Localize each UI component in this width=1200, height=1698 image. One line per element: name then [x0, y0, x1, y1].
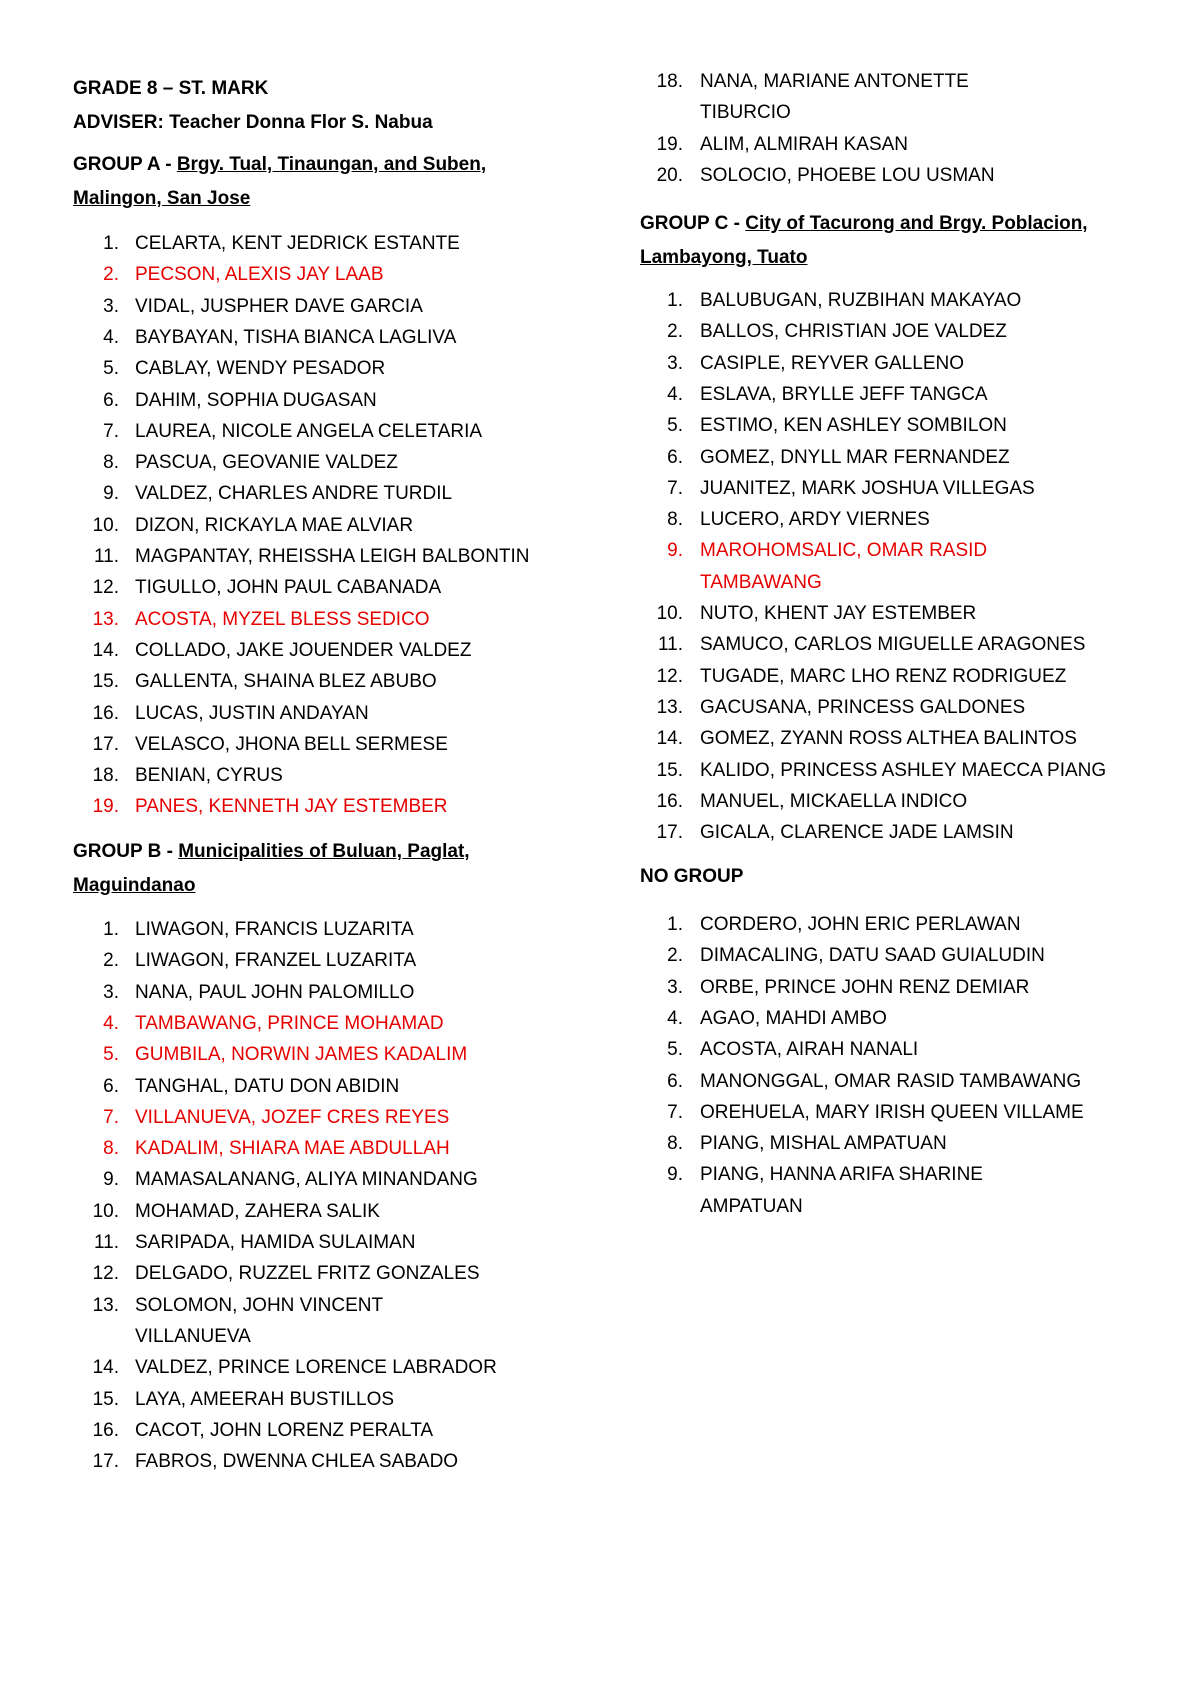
list-item-name: VILLANUEVA, JOZEF CRES REYES: [135, 1106, 450, 1128]
list-item-number: 15.: [92, 671, 119, 693]
list-item-name: MANONGGAL, OMAR RASID TAMBAWANG: [700, 1070, 1082, 1092]
list-item-name: LUCERO, ARDY VIERNES: [700, 509, 930, 531]
list-item-number: 14.: [92, 639, 119, 661]
list-item-number: 10.: [656, 603, 683, 624]
class-title: GRADE 8 – ST. MARK: [73, 78, 269, 99]
list-item-name: GUMBILA, NORWIN JAMES KADALIM: [135, 1044, 468, 1066]
group-c-location-line2: Lambayong, Tuato: [640, 247, 808, 268]
list-item-name: LUCAS, JUSTIN ANDAYAN: [135, 702, 369, 724]
list-item-name: ACOSTA, MYZEL BLESS SEDICO: [135, 608, 430, 630]
list-item-name: KALIDO, PRINCESS ASHLEY MAECCA PIANG: [700, 759, 1107, 781]
list-item-name: VALDEZ, CHARLES ANDRE TURDIL: [135, 483, 453, 505]
group-b-heading: [73, 835, 470, 869]
list-item-name: TIGULLO, JOHN PAUL CABANADA: [135, 577, 442, 599]
list-item-name: PIANG, HANNA ARIFA SHARINE: [700, 1164, 983, 1186]
list-item-number: 6.: [667, 1070, 683, 1092]
list-item-name: TANGHAL, DATU DON ABIDIN: [135, 1075, 400, 1097]
group-c-heading: [640, 207, 1088, 241]
list-item-name-continued: TIBURCIO: [700, 102, 791, 124]
list-item-number: 9.: [103, 483, 119, 505]
list-item-name: ESTIMO, KEN ASHLEY SOMBILON: [700, 415, 1007, 437]
no-group-heading: NO GROUP: [640, 866, 744, 887]
list-item-number: 16.: [656, 790, 683, 812]
list-item-name: NANA, MARIANE ANTONETTE: [700, 71, 969, 92]
list-item-number: 5.: [667, 1039, 683, 1061]
list-item-number: 3.: [103, 981, 119, 1003]
list-item-number: 14.: [656, 728, 683, 750]
list-item-number: 13.: [656, 696, 683, 718]
group-a-heading: [73, 148, 486, 182]
list-item-name: GACUSANA, PRINCESS GALDONES: [700, 696, 1026, 718]
list-item-number: 1.: [667, 914, 683, 935]
list-item-name: JUANITEZ, MARK JOSHUA VILLEGAS: [700, 477, 1035, 499]
list-item-name-continued: TAMBAWANG: [700, 571, 822, 593]
list-item-number: 12.: [656, 665, 683, 687]
list-item-name: CASIPLE, REYVER GALLENO: [700, 352, 964, 374]
list-item-name: LAYA, AMEERAH BUSTILLOS: [135, 1388, 395, 1410]
list-item-name: SOLOCIO, PHOEBE LOU USMAN: [700, 164, 995, 186]
list-item-number: 18.: [656, 71, 683, 92]
list-item-name: KADALIM, SHIARA MAE ABDULLAH: [135, 1138, 450, 1160]
list-item-number: 17.: [656, 822, 683, 844]
list-item-name: OREHUELA, MARY IRISH QUEEN VILLAME: [700, 1101, 1084, 1123]
list-item-name: ESLAVA, BRYLLE JEFF TANGCA: [700, 383, 988, 405]
list-item-number: 9.: [103, 1169, 119, 1191]
list-item-name: DELGADO, RUZZEL FRITZ GONZALES: [135, 1263, 480, 1285]
adviser-line: ADVISER: Teacher Donna Flor S. Nabua: [73, 112, 433, 133]
list-item-number: 12.: [92, 1263, 119, 1285]
list-item-name: SAMUCO, CARLOS MIGUELLE ARAGONES: [700, 634, 1086, 656]
list-item-name: BAYBAYAN, TISHA BIANCA LAGLIVA: [135, 326, 457, 348]
list-item-name: VELASCO, JHONA BELL SERMESE: [135, 733, 448, 755]
list-item-number: 1.: [667, 290, 683, 311]
list-item-number: 2.: [103, 950, 119, 972]
list-item-number: 1.: [103, 919, 119, 940]
list-item-number: 10.: [92, 514, 119, 536]
list-item-name: TAMBAWANG, PRINCE MOHAMAD: [135, 1012, 444, 1034]
list-item-number: 20.: [656, 164, 683, 186]
list-item-name: GOMEZ, DNYLL MAR FERNANDEZ: [700, 446, 1010, 468]
list-item-number: 8.: [667, 509, 683, 531]
list-item-name-continued: AMPATUAN: [700, 1195, 803, 1217]
list-item-name: PIANG, MISHAL AMPATUAN: [700, 1133, 947, 1155]
list-item-name: CELARTA, KENT JEDRICK ESTANTE: [135, 233, 460, 254]
list-item-number: 8.: [667, 1133, 683, 1155]
list-item-name: BALLOS, CHRISTIAN JOE VALDEZ: [700, 321, 1007, 343]
list-item-number: 2.: [103, 264, 119, 286]
list-item-number: 6.: [103, 1075, 119, 1097]
list-item-number: 13.: [92, 1294, 119, 1316]
list-item-name: BALUBUGAN, RUZBIHAN MAKAYAO: [700, 290, 1022, 311]
list-item-name: MAMASALANANG, ALIYA MINANDANG: [135, 1169, 478, 1191]
list-item-name: MOHAMAD, ZAHERA SALIK: [135, 1200, 380, 1222]
list-item-number: 5.: [103, 1044, 119, 1066]
list-item-name: NANA, PAUL JOHN PALOMILLO: [135, 981, 415, 1003]
list-item-number: 7.: [103, 1106, 119, 1128]
list-item-number: 17.: [92, 1451, 119, 1473]
list-item-name: FABROS, DWENNA CHLEA SABADO: [135, 1451, 459, 1473]
list-item-name: BENIAN, CYRUS: [135, 765, 283, 787]
list-item-name: LIWAGON, FRANCIS LUZARITA: [135, 919, 414, 940]
group-a-location-line2: Malingon, San Jose: [73, 188, 251, 209]
list-item-number: 14.: [92, 1357, 119, 1379]
list-item-number: 8.: [103, 452, 119, 474]
list-item-number: 6.: [103, 389, 119, 411]
list-item-number: 10.: [92, 1200, 119, 1222]
list-item-number: 19.: [92, 796, 119, 818]
list-item-name: TUGADE, MARC LHO RENZ RODRIGUEZ: [700, 665, 1067, 687]
list-item-number: 16.: [92, 1419, 119, 1441]
list-item-name: DAHIM, SOPHIA DUGASAN: [135, 389, 377, 411]
list-item-number: 9.: [667, 540, 683, 562]
list-item-number: 13.: [92, 608, 119, 630]
list-item-name: ALIM, ALMIRAH KASAN: [700, 133, 909, 155]
group-b-location-line1: Municipalities of Buluan, Paglat,: [178, 841, 470, 862]
list-item-name: VALDEZ, PRINCE LORENCE LABRADOR: [135, 1357, 497, 1379]
list-item-name-continued: VILLANUEVA: [135, 1325, 251, 1347]
list-item-number: 4.: [667, 1007, 683, 1029]
group-a-location-line1: Brgy. Tual, Tinaungan, and Suben,: [176, 154, 487, 175]
list-item-number: 7.: [667, 477, 683, 499]
list-item-name: MANUEL, MICKAELLA INDICO: [700, 790, 968, 812]
list-item-number: 15.: [92, 1388, 119, 1410]
list-item-name: DIMACALING, DATU SAAD GUIALUDIN: [700, 945, 1045, 967]
list-item-number: 11.: [93, 1232, 119, 1253]
list-item-number: 7.: [667, 1101, 683, 1123]
list-item-number: 3.: [667, 352, 683, 374]
list-item-name: ACOSTA, AIRAH NANALI: [700, 1039, 919, 1061]
group-b-label: GROUP B -: [73, 841, 179, 862]
list-item-number: 2.: [667, 945, 683, 967]
list-item-name: GICALA, CLARENCE JADE LAMSIN: [700, 822, 1014, 844]
group-a-label: GROUP A -: [73, 154, 177, 175]
list-item-number: 15.: [656, 759, 683, 781]
list-item-number: 5.: [103, 358, 119, 380]
list-item-number: 8.: [103, 1138, 119, 1160]
list-item-number: 4.: [103, 1012, 119, 1034]
list-item-name: MAGPANTAY, RHEISSHA LEIGH BALBONTIN: [135, 546, 530, 567]
group-b-location-line2: Maguindanao: [73, 875, 196, 896]
list-item-name: DIZON, RICKAYLA MAE ALVIAR: [135, 514, 414, 536]
list-item-name: PANES, KENNETH JAY ESTEMBER: [135, 796, 448, 818]
list-item-number: 6.: [667, 446, 683, 468]
group-c-location-line1: City of Tacurong and Brgy. Poblacion,: [745, 213, 1088, 234]
list-item-number: 3.: [103, 295, 119, 317]
group-c-label: GROUP C -: [640, 213, 746, 234]
list-item-name: GOMEZ, ZYANN ROSS ALTHEA BALINTOS: [700, 728, 1077, 750]
list-item-name: PASCUA, GEOVANIE VALDEZ: [135, 452, 398, 474]
list-item-number: 7.: [103, 420, 119, 442]
list-item-number: 1.: [103, 233, 119, 254]
list-item-name: CACOT, JOHN LORENZ PERALTA: [135, 1419, 434, 1441]
list-item-number: 5.: [667, 415, 683, 437]
list-item-name: MAROHOMSALIC, OMAR RASID: [700, 540, 988, 562]
list-item-number: 17.: [92, 733, 119, 755]
list-item-name: PECSON, ALEXIS JAY LAAB: [135, 264, 384, 286]
list-item-number: 4.: [103, 326, 119, 348]
list-item-name: CABLAY, WENDY PESADOR: [135, 358, 386, 380]
list-item-name: CORDERO, JOHN ERIC PERLAWAN: [700, 914, 1021, 935]
list-item-name: AGAO, MAHDI AMBO: [700, 1007, 887, 1029]
list-item-number: 16.: [92, 702, 119, 724]
list-item-number: 11.: [93, 546, 119, 567]
list-item-name: SOLOMON, JOHN VINCENT: [135, 1294, 384, 1316]
list-item-name: NUTO, KHENT JAY ESTEMBER: [700, 603, 977, 624]
list-item-number: 11.: [657, 634, 683, 656]
list-item-name: LIWAGON, FRANZEL LUZARITA: [135, 950, 417, 972]
list-item-number: 18.: [92, 765, 119, 787]
list-item-name: COLLADO, JAKE JOUENDER VALDEZ: [135, 639, 472, 661]
list-item-number: 4.: [667, 383, 683, 405]
list-item-number: 12.: [92, 577, 119, 599]
list-item-name: LAUREA, NICOLE ANGELA CELETARIA: [135, 420, 483, 442]
list-item-number: 2.: [667, 321, 683, 343]
list-item-name: GALLENTA, SHAINA BLEZ ABUBO: [135, 671, 437, 693]
list-item-name: ORBE, PRINCE JOHN RENZ DEMIAR: [700, 976, 1030, 998]
list-item-number: 3.: [667, 976, 683, 998]
list-item-name: VIDAL, JUSPHER DAVE GARCIA: [135, 295, 423, 317]
list-item-number: 9.: [667, 1164, 683, 1186]
list-item-name: SARIPADA, HAMIDA SULAIMAN: [135, 1232, 416, 1253]
list-item-number: 19.: [656, 133, 683, 155]
